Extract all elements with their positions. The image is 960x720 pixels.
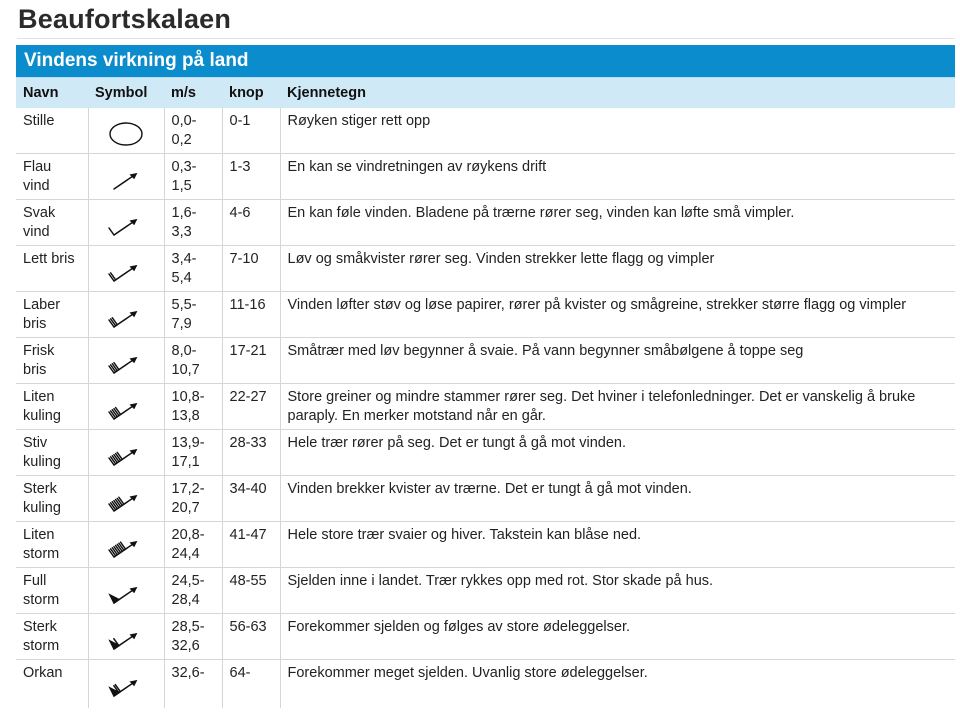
table-row: [16, 200, 955, 246]
cell-symbol: [88, 522, 164, 568]
cell-navn: Liten kuling: [16, 384, 88, 430]
cell-navn: Laber bris: [16, 292, 88, 338]
wind-pennant-icon: [106, 673, 146, 701]
cell-knop: 56-63: [222, 614, 280, 660]
table-row: [16, 430, 955, 476]
wind-barb-icon: [106, 258, 146, 286]
cell-ms: 1,6-3,3: [164, 200, 222, 246]
cell-ms: 28,5-32,6: [164, 614, 222, 660]
cell-kjennetegn: Sjelden inne i landet. Trær rykkes opp med rot. Stor skade på hus.: [280, 568, 955, 614]
cell-symbol: [88, 476, 164, 522]
cell-knop: 0-1: [222, 108, 280, 154]
cell-kjennetegn: Forekommer meget sjelden. Uvanlig store ødeleggelser.: [280, 660, 955, 708]
cell-navn: Full storm: [16, 568, 88, 614]
cell-kjennetegn: Store greiner og mindre stammer rører seg. Det hviner i telefonledninger. Det er vanskelig å bruke paraply. En merker motstand når en går.: [280, 384, 955, 430]
cell-ms: 3,4-5,4: [164, 246, 222, 292]
cell-symbol: [88, 246, 164, 292]
cell-ms: 0,3-1,5: [164, 154, 222, 200]
cell-ms: 5,5-7,9: [164, 292, 222, 338]
wind-barb-icon: [106, 304, 146, 332]
cell-symbol: [88, 108, 164, 154]
cell-symbol: [88, 660, 164, 708]
wind-barb-icon: [106, 442, 146, 470]
cell-symbol: [88, 384, 164, 430]
wind-pennant-icon: [106, 626, 146, 654]
cell-knop: 1-3: [222, 154, 280, 200]
cell-kjennetegn: Hele trær rører på seg. Det er tungt å gå mot vinden.: [280, 430, 955, 476]
cell-kjennetegn: Vinden brekker kvister av trærne. Det er tungt å gå mot vinden.: [280, 476, 955, 522]
wind-barb-icon: [106, 212, 146, 240]
header-ms: m/s: [164, 78, 222, 109]
wind-pennant-icon: [106, 580, 146, 608]
header-navn: Navn: [16, 78, 88, 109]
header-symbol: Symbol: [88, 78, 164, 109]
cell-navn: Flau vind: [16, 154, 88, 200]
calm-circle-icon: [106, 120, 146, 148]
cell-navn: Svak vind: [16, 200, 88, 246]
table-row: [16, 568, 955, 614]
cell-kjennetegn: Vinden løfter støv og løse papirer, rører på kvister og smågreine, strekker større flagg og vimpler: [280, 292, 955, 338]
cell-symbol: [88, 614, 164, 660]
title-divider: [17, 38, 955, 39]
cell-knop: 22-27: [222, 384, 280, 430]
cell-kjennetegn: Hele store trær svaier og hiver. Takstein kan blåse ned.: [280, 522, 955, 568]
table-row: [16, 660, 955, 708]
cell-knop: 7-10: [222, 246, 280, 292]
header-kjennetegn: Kjennetegn: [280, 78, 955, 109]
cell-ms: 32,6-: [164, 660, 222, 708]
table-row: [16, 384, 955, 430]
table-row: [16, 614, 955, 660]
cell-navn: Sterk kuling: [16, 476, 88, 522]
cell-knop: 4-6: [222, 200, 280, 246]
cell-navn: Stille: [16, 108, 88, 154]
cell-knop: 48-55: [222, 568, 280, 614]
page-title: Beaufortskalaen: [18, 4, 232, 34]
cell-symbol: [88, 292, 164, 338]
table-row: [16, 476, 955, 522]
cell-symbol: [88, 430, 164, 476]
cell-ms: 10,8-13,8: [164, 384, 222, 430]
cell-knop: 41-47: [222, 522, 280, 568]
cell-navn: Orkan: [23, 665, 63, 681]
table-row: [16, 292, 955, 338]
cell-knop: 34-40: [222, 476, 280, 522]
cell-navn: Lett bris: [16, 246, 88, 292]
wind-barb-icon: [106, 166, 146, 194]
wind-barb-icon: [106, 350, 146, 378]
cell-symbol: [88, 338, 164, 384]
cell-ms: 20,8-24,4: [164, 522, 222, 568]
table-row: [16, 154, 955, 200]
cell-symbol: [88, 154, 164, 200]
cell-symbol: [88, 200, 164, 246]
table-row: [16, 338, 955, 384]
cell-knop: 17-21: [222, 338, 280, 384]
header-knop: knop: [222, 78, 280, 109]
cell-ms: 8,0-10,7: [164, 338, 222, 384]
cell-kjennetegn: En kan se vindretningen av røykens drift: [280, 154, 955, 200]
table-row: [16, 246, 955, 292]
cell-ms: 13,9-17,1: [164, 430, 222, 476]
cell-navn: Frisk bris: [16, 338, 88, 384]
cell-ms: 17,2-20,7: [164, 476, 222, 522]
cell-kjennetegn: Forekommer sjelden og følges av store ødeleggelser.: [280, 614, 955, 660]
cell-ms: 0,0-0,2: [164, 108, 222, 154]
cell-navn: Sterk storm: [16, 614, 88, 660]
cell-knop: 28-33: [222, 430, 280, 476]
table-row: [16, 108, 955, 154]
cell-knop: 64-: [222, 660, 280, 708]
cell-kjennetegn: Røyken stiger rett opp: [280, 108, 955, 154]
cell-kjennetegn: En kan føle vinden. Bladene på trærne rører seg, vinden kan løfte små vimpler.: [280, 200, 955, 246]
beaufort-table-panel: [16, 45, 955, 708]
cell-kjennetegn: Løv og småkvister rører seg. Vinden strekker lette flagg og vimpler: [280, 246, 955, 292]
wind-barb-icon: [106, 488, 146, 516]
cell-navn: Stiv kuling: [16, 430, 88, 476]
table-title: Vindens virkning på land: [16, 45, 955, 77]
table-header-row: [16, 78, 955, 109]
cell-knop: 11-16: [222, 292, 280, 338]
cell-navn: Liten storm: [16, 522, 88, 568]
table-row: [16, 522, 955, 568]
cell-kjennetegn: Småtrær med løv begynner å svaie. På vann begynner småbølgene å toppe seg: [280, 338, 955, 384]
wind-barb-icon: [106, 396, 146, 424]
cell-ms: 24,5-28,4: [164, 568, 222, 614]
cell-symbol: [88, 568, 164, 614]
wind-barb-icon: [106, 534, 146, 562]
beaufort-table: [16, 77, 955, 708]
